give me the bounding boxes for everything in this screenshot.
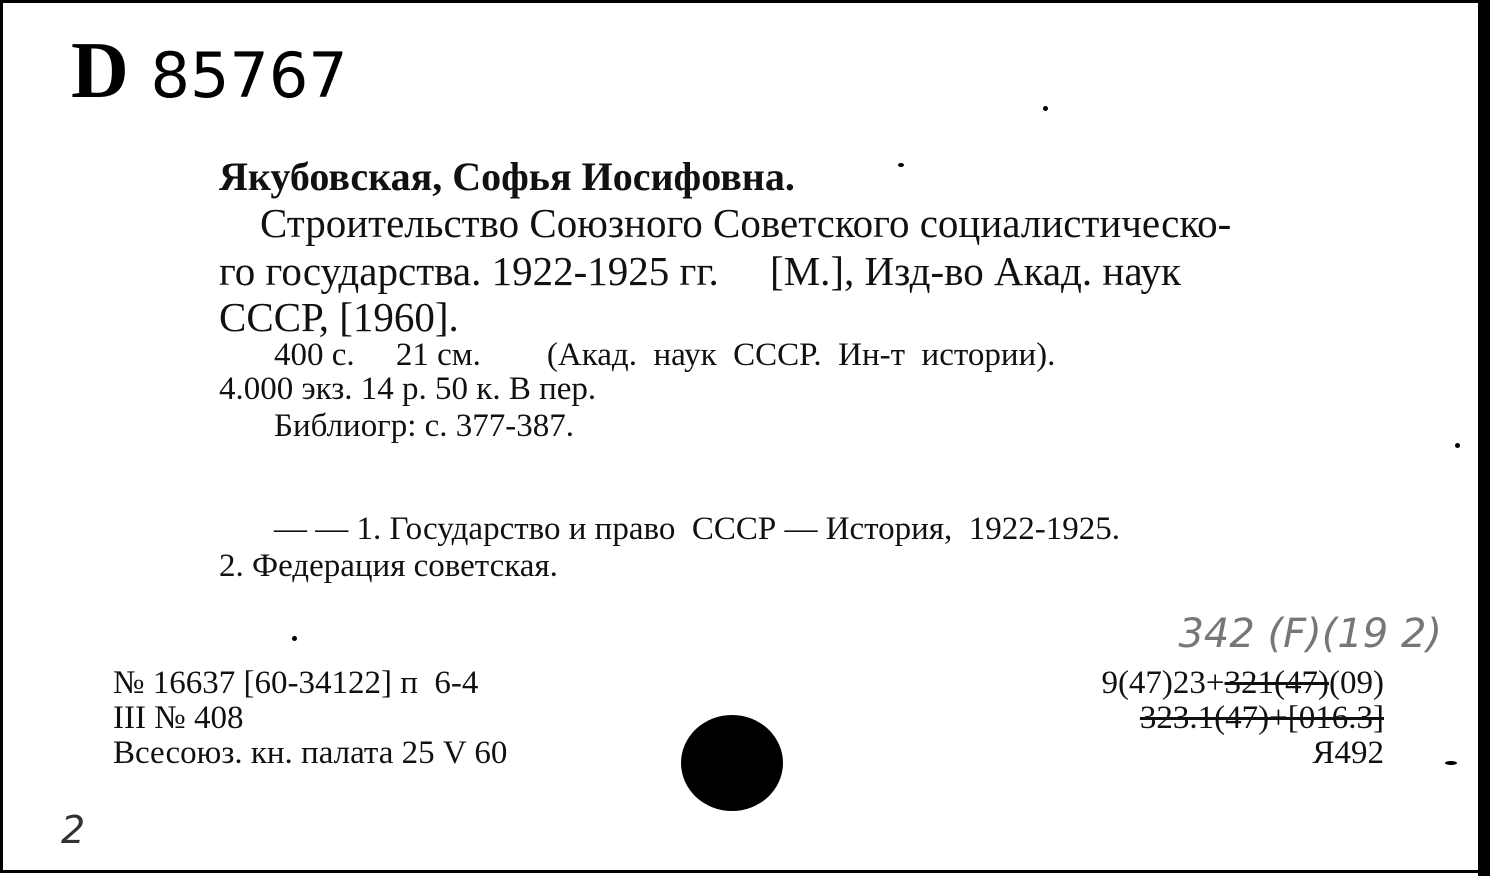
ink-speck	[1043, 106, 1048, 111]
punch-hole	[681, 715, 783, 811]
ink-speck	[292, 636, 297, 641]
classification-line-1	[1101, 665, 1384, 702]
classification-line-2: 323.1(47)+[016.3]	[1139, 700, 1384, 736]
physical-description-2: 4.000 экз. 14 р. 50 к. В пер.	[219, 371, 597, 407]
classification-prefix: 9(47)23+	[1101, 665, 1225, 701]
subject-line-1: — — 1. Государство и право СССР — История, 1922-1925.	[274, 511, 1120, 547]
call-number-digits: 85767	[150, 39, 348, 112]
card-edge	[1478, 3, 1490, 876]
ink-speck	[1455, 443, 1460, 448]
subject-line-2: 2. Федерация советская.	[219, 548, 558, 584]
bibliography-note: Библиогр: с. 377-387.	[274, 408, 575, 444]
ink-speck	[1445, 761, 1457, 765]
chamber-line: Всесоюз. кн. палата 25 V 60	[113, 735, 508, 771]
margin-pencil-mark: 2	[61, 808, 86, 852]
pencil-annotation: 342 (F)(19 2)	[1178, 611, 1442, 657]
title-line-2: го государства. 1922-1925 гг. [M.], Изд-во Акад. наук	[219, 248, 1181, 294]
physical-description-1: 400 с. 21 см. (Акад. наук СССР. Ин-т истории).	[274, 337, 1056, 373]
author-heading: Якубовская, Софья Иосифовна.	[219, 154, 795, 199]
classification-suffix: (09)	[1329, 665, 1384, 701]
ink-speck	[898, 163, 904, 167]
classification-struck: 321(47)	[1224, 665, 1330, 701]
printing-number-line: III № 408	[113, 700, 244, 736]
control-number-line: № 16637 [60-34122] п 6-4	[113, 665, 479, 701]
call-number	[71, 27, 348, 115]
call-number-letter: D	[71, 27, 131, 115]
title-line-3: СССР, [1960].	[219, 294, 459, 340]
title-line-1: Строительство Союзного Советского социалистическо-	[260, 200, 1232, 246]
author-mark: Я492	[1312, 735, 1384, 771]
